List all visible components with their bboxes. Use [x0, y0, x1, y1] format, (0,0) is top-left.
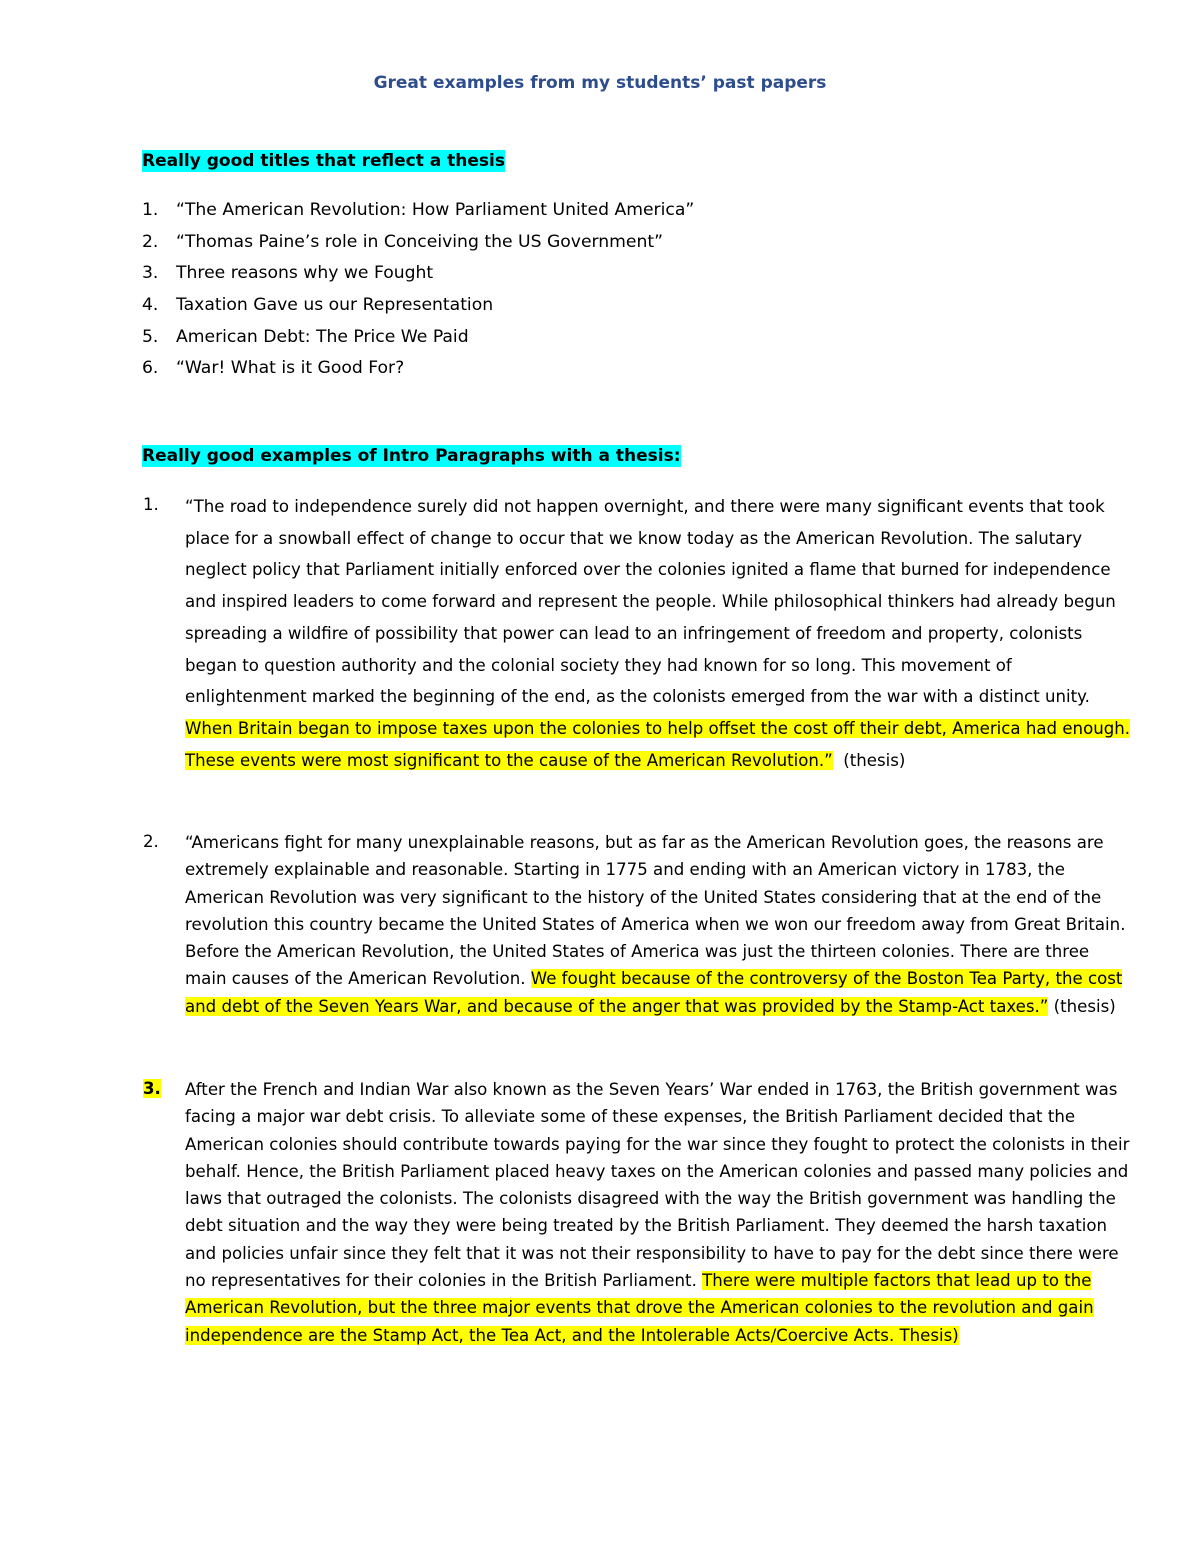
paragraph-number: 3.	[143, 1079, 161, 1098]
paragraph-number: 2.	[143, 832, 159, 851]
paragraph-text: “Americans fight for many unexplainable reasons, but as far as the American Revolution goes, the reasons are extremely explainable and reasonable. Starting in 1775 and ending with an American victory in 1783, the American Revolution was very significant to the history of the United States considering that at the end of the revolution this country became the United States of America when we won our freedom away from Great Britain. Before the American Revolution, the United States of America was just the thirteen colonies. There are three main causes of the American Revolution.	[185, 833, 1126, 989]
paragraph-number: 1.	[143, 495, 159, 514]
document-page: Great examples from my students’ past papers Really good titles that reflect a thesis 1. “The American Revolution: How Parliament United America” 2. “Thomas Paine’s role in Conceiving the US Government” 3. Three reasons why we Fought 4. Taxation Gave us our Representation 5. American Debt: The Price We Paid 6. “War! What is it Good For? Really good examples of Intro Paragraphs with a thesis: 1. “The road to independence surely did not happen overnight, and there were many significant events that took place for a snowball effect of change to occur that we know today as the American Revolution. The salutary neglect policy that Parliament initially enforced over the colonies ignited a flame that burned for independence and inspired leaders to come forward and represent the people. While philosophical thinkers had already begun spreading a wildfire of possibility that power can lead to an infringement of freedom and property, colonists began to question authority and the colonial society they had known for so long. This movement of enlightenment marked the beginning of the end, as the colonists emerged from the war with a distinct unity. When Britain began to impose taxes upon the colonies to help offset the cost off their debt, America had enough. These events were most significant to the cause of the American Revolution.” (thesis) 2. “Americans fight for many unexplainable reasons, but as far as the American Revolution goes, the reasons are extremely explainable and reasonable. Starting in 1775 and ending with an American victory in 1783, the American Revolution was very significant to the history of the United States considering that at the end of the revolution this country became the United States of America when we won our freedom away from Great Britain. Before the American Revolution, the United States of America was just the thirteen colonies. There are three main causes of the American Revolution. We fought because of the controversy of the Boston Tea Party, the cost and debt of the Seven Years War, and because of the anger that was provided by the Stamp-Act taxes.” (thesis) 3. After the French and Indian War also known as the Seven Years’ War ended in 1763, the British government was facing a major war debt crisis. To alleviate some of these expenses, the British Parliament decided that the American colonies should contribute towards paying for the war since they fought to protect the colonists in their behalf. Hence, the British Parliament placed heavy taxes on the American colonies and passed many policies and laws that outraged the colonists. The colonists disagreed with the way the British government was handling the debt situation and the way they were being treated by the British Parliament. They deemed the harsh taxation and policies unfair since they felt that it was not their responsibility to have to pay for the debt since there were no representatives for their colonies in the British Parliament. There were multiple factors that lead up to the American Revolution, but the three major events that drove the American colonies to the revolution and gain independence are the Stamp Act, the Tea Act, and the Intolerable Acts/Coercive Acts. Thesis)	[0, 0, 1200, 1553]
paragraph-body	[185, 829, 1135, 1020]
paragraph-text: “The road to independence surely did not happen overnight, and there were many significant events that took place for a snowball effect of change to occur that we know today as the American Revolution. The salutary neglect policy that Parliament initially enforced over the colonies ignited a flame that burned for independence and inspired leaders to come forward and represent the people. While philosophical thinkers had already begun spreading a wildfire of possibility that power can lead to an infringement of freedom and property, colonists began to question authority and the colonial society they had known for so long. This movement of enlightenment marked the beginning of the end, as the colonists emerged from the war with a distinct unity.	[185, 497, 1116, 707]
paragraph-body	[185, 491, 1135, 776]
paragraph-body	[185, 1076, 1135, 1349]
paragraph-text: After the French and Indian War also known as the Seven Years’ War ended in 1763, the British government was facing a major war debt crisis. To alleviate some of these expenses, the British Parliament decided that the American colonies should contribute towards paying for the war since they fought to protect the colonists in their behalf. Hence, the British Parliament placed heavy taxes on the American colonies and passed many policies and laws that outraged the colonists. The colonists disagreed with the way the British government was handling the debt situation and the way they were being treated by the British Parliament. They deemed the harsh taxation and policies unfair since they felt that it was not their responsibility to have to pay for the debt since there were no representatives for their colonies in the British Parliament.	[185, 1080, 1130, 1291]
thesis-highlight: We fought because of the controversy of the Boston Tea Party, the cost and debt of the Seven Years War, and because of the anger that was provided by the Stamp-Act taxes.”	[185, 969, 1123, 1016]
thesis-highlight: There were multiple factors that lead up to the American Revolution, but the three major events that drove the American colonies to the revolution and gain independence are the Stamp Act, the Tea Act, and the Intolerable Acts/Coercive Acts. Thesis)	[185, 1271, 1094, 1345]
document-title: Great examples from my students’ past papers	[373, 73, 827, 93]
thesis-label: (thesis)	[1048, 996, 1116, 1016]
thesis-label: (thesis)	[832, 750, 906, 770]
section-heading-intro-paragraphs: Really good examples of Intro Paragraphs with a thesis:	[142, 446, 681, 466]
section-heading-titles: Really good titles that reflect a thesis	[142, 151, 505, 171]
thesis-highlight: When Britain began to impose taxes upon the colonies to help offset the cost off their debt, America had enough. These events were most significant to the cause of the American Revolution.”	[185, 718, 1131, 770]
